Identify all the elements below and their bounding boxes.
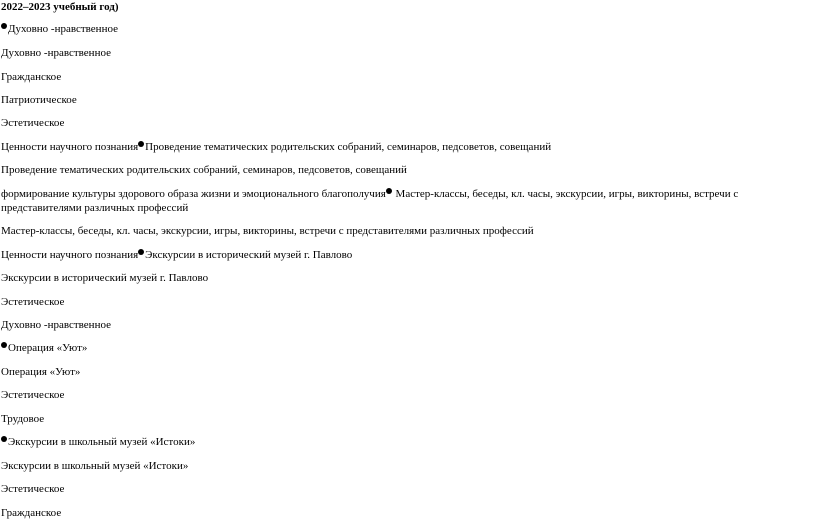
list-item-text: формирование культуры здорового образа жизни и эмоционального благополучия [1, 188, 386, 200]
list-item: Гражданское [1, 507, 62, 519]
document-heading: 2022–2023 учебный год) [1, 1, 119, 13]
bullet-icon [138, 141, 144, 147]
list-item: Духовно -нравственное [1, 319, 111, 331]
bullet-icon [1, 342, 7, 348]
list-item: Эстетическое [1, 296, 65, 308]
list-item: Духовно -нравственное [1, 47, 111, 59]
list-item: Эстетическое [1, 117, 65, 129]
list-item [1, 435, 195, 449]
list-item [1, 22, 118, 36]
list-item: Гражданское [1, 71, 62, 83]
list-item: Операция «Уют» [1, 366, 81, 378]
bullet-icon [1, 23, 7, 29]
list-item [1, 248, 352, 262]
list-item: Эстетическое [1, 483, 65, 495]
bullet-icon [386, 188, 392, 194]
list-item: Экскурсии в исторический музей г. Павлово [1, 272, 209, 284]
list-item-text: Ценности научного познания [1, 249, 139, 261]
list-item-text: Мастер-классы, беседы, кл. часы, экскурсии, игры, викторины, встречи с представителями различных профессий [1, 188, 739, 214]
list-item: Патриотическое [1, 94, 77, 106]
list-item-text: Ценности научного познания [1, 141, 139, 153]
list-item: Трудовое [1, 413, 45, 425]
list-item [1, 341, 87, 355]
bullet-icon [1, 436, 7, 442]
list-item [1, 187, 791, 215]
list-item: Экскурсии в школьный музей «Истоки» [1, 460, 189, 472]
list-item: Эстетическое [1, 389, 65, 401]
list-item-text: Операция «Уют» [8, 342, 88, 354]
list-item: Мастер-классы, беседы, кл. часы, экскурсии, игры, викторины, встречи с представителями различных профессий [1, 225, 534, 237]
list-item [1, 140, 551, 154]
list-item: Проведение тематических родительских собраний, семинаров, педсоветов, совещаний [1, 164, 407, 176]
bullet-icon [138, 249, 144, 255]
list-item-text: Духовно -нравственное [8, 23, 118, 35]
list-item-text: Экскурсии в исторический музей г. Павлово [145, 249, 353, 261]
list-item-text: Проведение тематических родительских собраний, семинаров, педсоветов, совещаний [145, 141, 552, 153]
list-item-text: Экскурсии в школьный музей «Истоки» [8, 436, 196, 448]
